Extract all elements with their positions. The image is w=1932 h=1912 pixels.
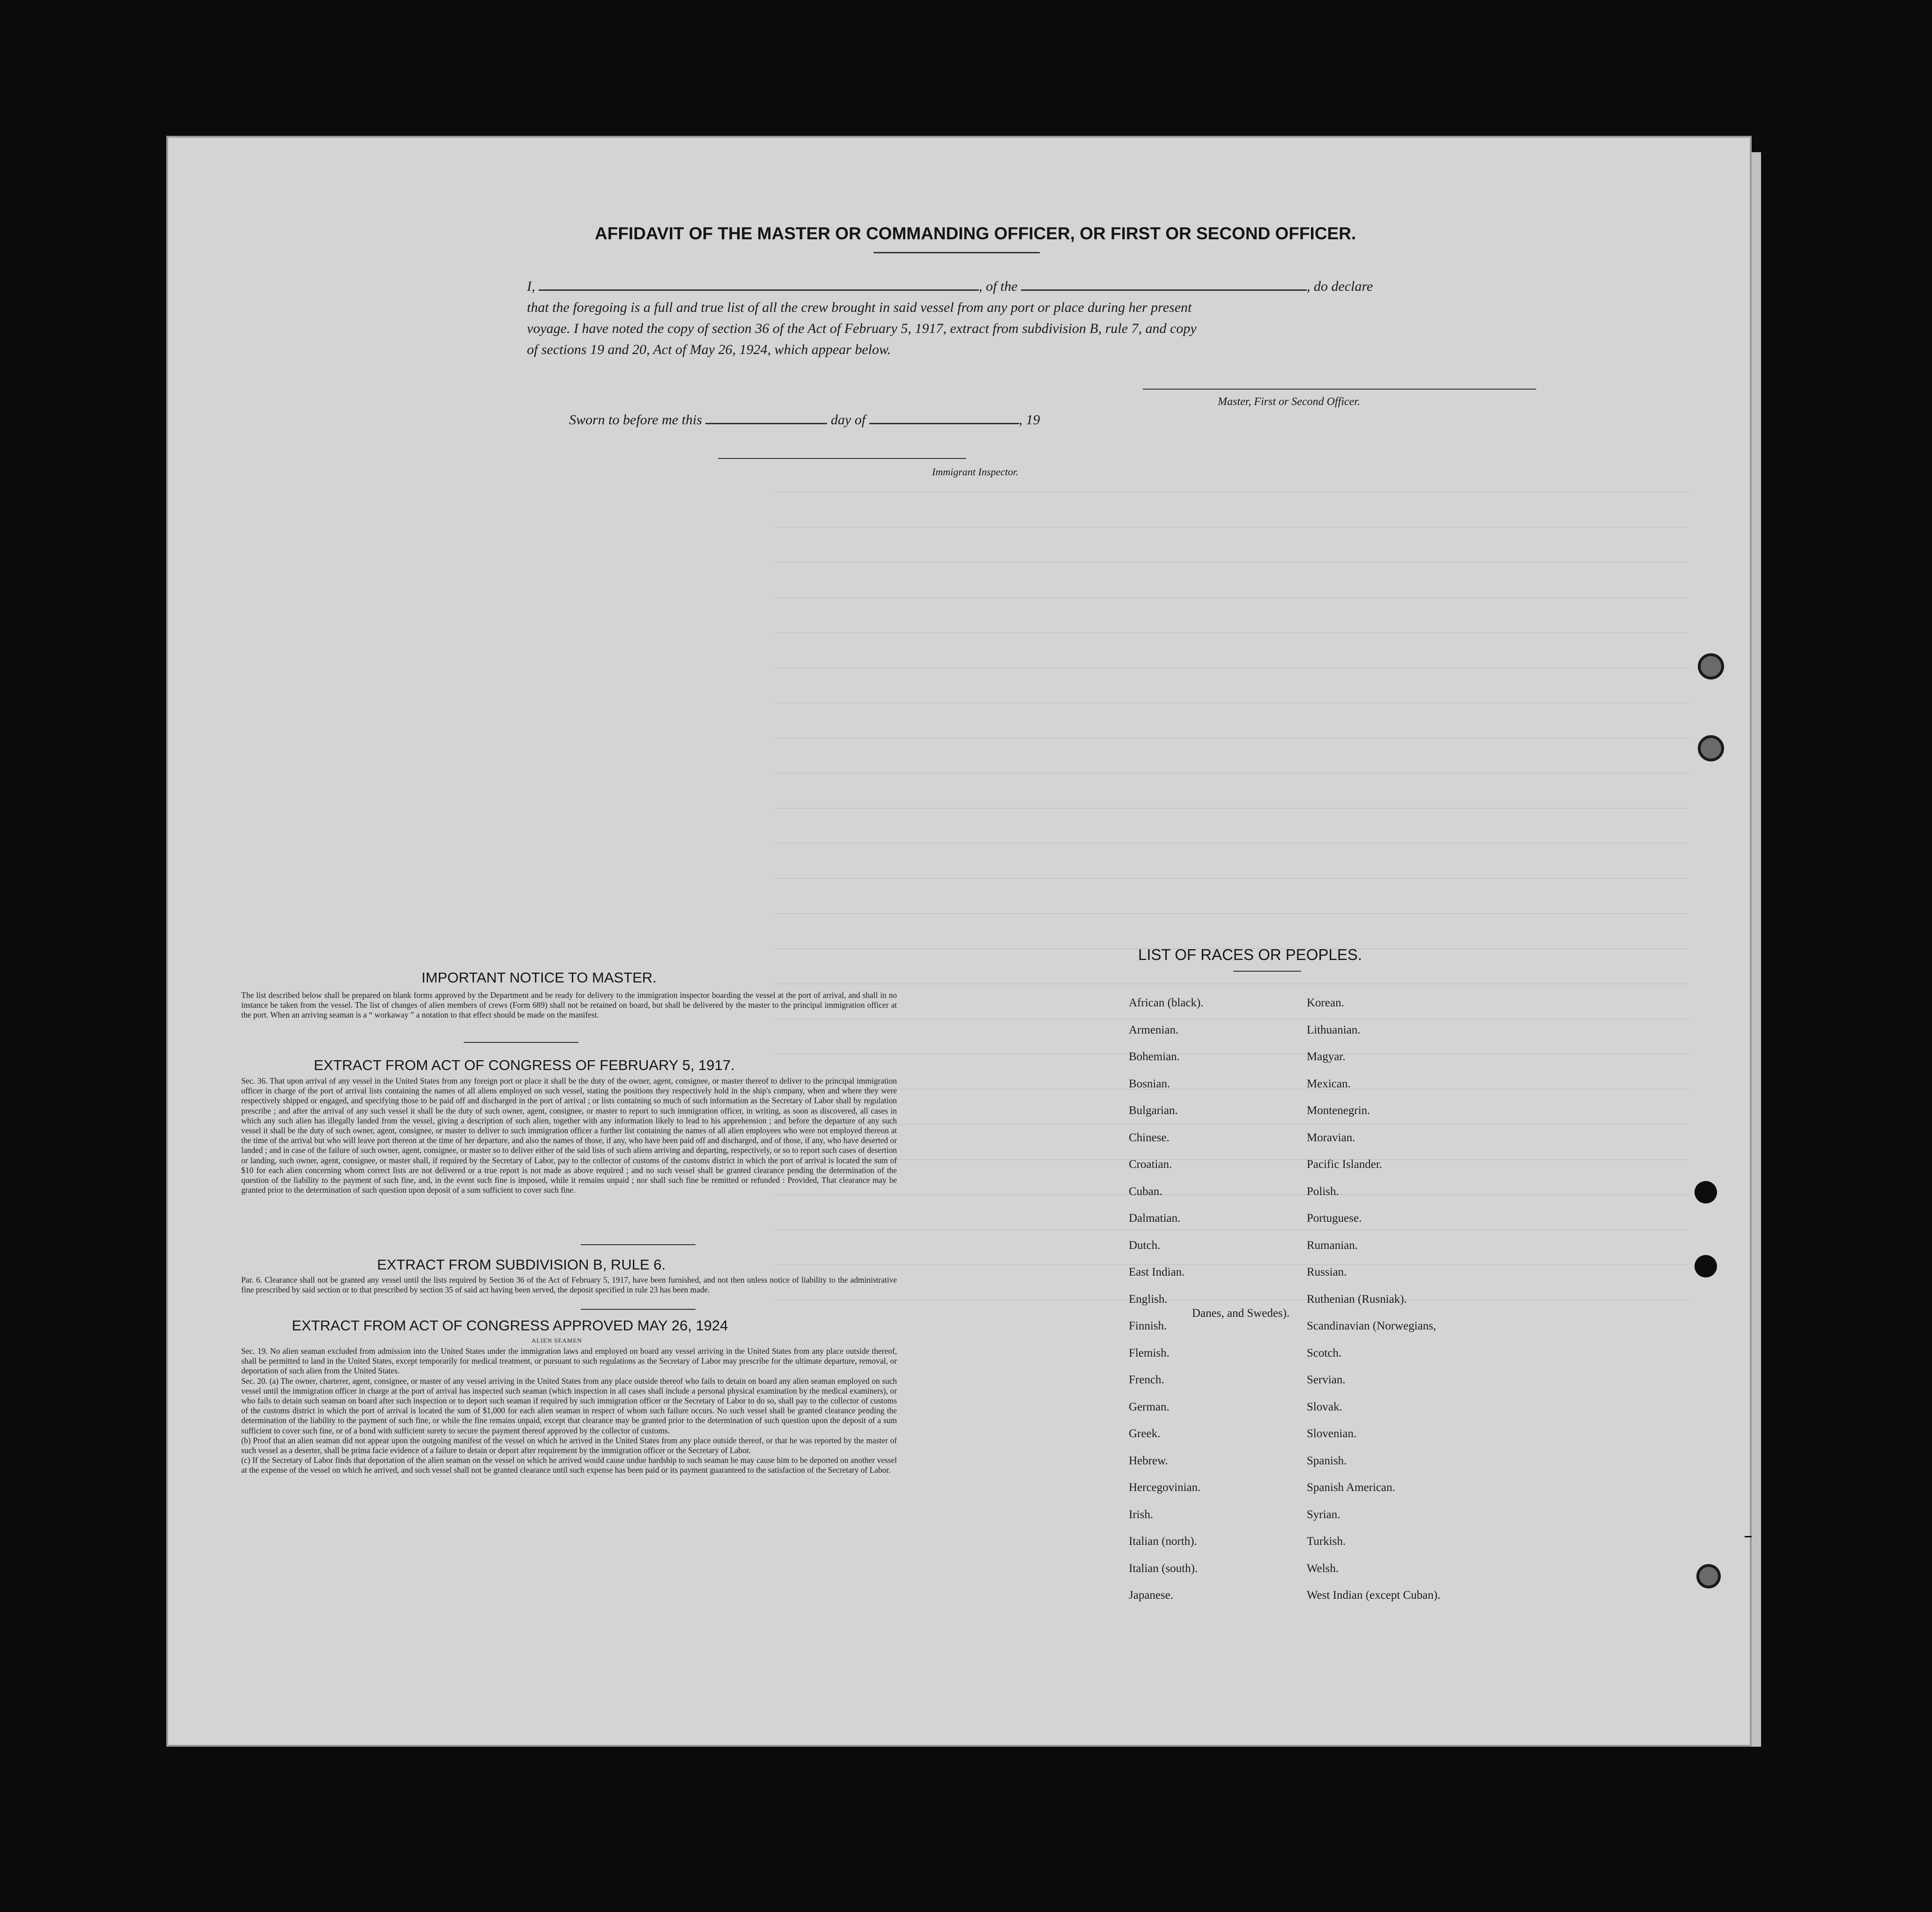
sworn-month-blank[interactable] bbox=[869, 423, 1019, 424]
race-item: Greek. bbox=[1129, 1427, 1161, 1440]
sworn-line bbox=[569, 412, 1040, 428]
show-through-row bbox=[775, 1194, 1688, 1195]
race-item: German. bbox=[1129, 1401, 1170, 1413]
race-item: English. bbox=[1129, 1293, 1168, 1306]
race-item: Slovak. bbox=[1307, 1401, 1342, 1413]
race-item: Moravian. bbox=[1307, 1131, 1355, 1144]
act-1924-heading: EXTRACT FROM ACT OF CONGRESS APPROVED MAY 26, 1924 bbox=[292, 1317, 728, 1334]
affidavit-i: I, bbox=[527, 279, 535, 294]
name-blank[interactable] bbox=[539, 289, 979, 291]
race-item: Dutch. bbox=[1129, 1239, 1161, 1252]
show-through-row bbox=[775, 1089, 1688, 1090]
notice-body: The list described below shall be prepared on blank forms approved by the Department and be ready for delivery to the immigration inspector boarding the vessel at the port of arrival, and shall in no instance be taken from the vessel. The list of changes of alien members of crews (Form 689) shall not be retained on board, but shall be delivered by the master to the principal immigration officer at the port. When an arriving seaman is a “ workaway ” a notation to that effect should be made on the manifest. bbox=[241, 990, 897, 1020]
affidavit-declare: , do declare bbox=[1307, 279, 1373, 294]
divider bbox=[581, 1309, 696, 1310]
affidavit-line-2: that the foregoing is a full and true list of all the crew brought in said vessel from any port or place during her present bbox=[527, 300, 1192, 315]
race-item: Spanish. bbox=[1307, 1454, 1347, 1467]
race-item: Bosnian. bbox=[1129, 1078, 1170, 1090]
divider bbox=[873, 252, 1040, 253]
show-through-row bbox=[775, 667, 1688, 668]
race-item: Croatian. bbox=[1129, 1158, 1172, 1171]
race-item: Mexican. bbox=[1307, 1078, 1351, 1090]
show-through-row bbox=[775, 773, 1688, 774]
race-item: Scotch. bbox=[1307, 1347, 1342, 1359]
show-through-row bbox=[775, 1229, 1688, 1230]
sworn-day-of: day of bbox=[830, 412, 866, 428]
race-item: Montenegrin. bbox=[1307, 1104, 1370, 1117]
affidavit-line-3: voyage. I have noted the copy of section 36 of the Act of February 5, 1917, extract from subdivision B, rule 7, and copy bbox=[527, 321, 1197, 336]
race-item: Slovenian. bbox=[1307, 1427, 1357, 1440]
race-item: African (black). bbox=[1129, 997, 1204, 1009]
affidavit-of-the: , of the bbox=[979, 279, 1018, 294]
divider bbox=[581, 1244, 696, 1245]
race-item: Finnish. bbox=[1129, 1320, 1167, 1332]
sworn-year: , 19 bbox=[1019, 412, 1040, 428]
sworn-prefix: Sworn to before me this bbox=[569, 412, 702, 428]
race-item: East Indian. bbox=[1129, 1266, 1185, 1278]
show-through-row bbox=[775, 1299, 1688, 1300]
show-through-row bbox=[775, 562, 1688, 563]
rule-6-body: Par. 6. Clearance shall not be granted any vessel until the lists required by Section 36 of the Act of February 5, 1917, have been furnished, and not then unless notice of liability to the administrative fine prescribed by said section or to that prescribed by section 35 of said act having been served, the deposit specified in rule 23 has been made. bbox=[241, 1275, 897, 1295]
show-through-row bbox=[775, 1159, 1688, 1160]
show-through-row bbox=[775, 983, 1688, 984]
sworn-date-blank[interactable] bbox=[705, 423, 827, 424]
race-item: Hercegovinian. bbox=[1129, 1481, 1201, 1494]
race-item: Bulgarian. bbox=[1129, 1104, 1178, 1117]
show-through-row bbox=[775, 702, 1688, 703]
sec-19: Sec. 19. No alien seaman excluded from admission into the United States under the immigration laws and employed on board any vessel arriving in the United States from any place outside thereof, shall be permitted to land in the United States, except temporarily for medical treatment, or pursuant to such regulations as the Secretary of Labor may prescribe for the ultimate departure, removal, or deportation of such alien from the United States. bbox=[241, 1346, 897, 1376]
affidavit-line-1 bbox=[527, 279, 1373, 295]
show-through-row bbox=[775, 492, 1688, 493]
race-item: Japanese. bbox=[1129, 1589, 1174, 1602]
divider bbox=[464, 1042, 578, 1043]
alien-seamen-subheading: ALIEN SEAMEN bbox=[532, 1337, 582, 1344]
race-item: Ruthenian (Rusniak). bbox=[1307, 1293, 1407, 1306]
race-item: Cuban. bbox=[1129, 1185, 1162, 1198]
race-item: Pacific Islander. bbox=[1307, 1158, 1383, 1171]
punch-hole bbox=[1696, 1564, 1721, 1588]
sec-20b: (b) Proof that an alien seaman did not appear upon the outgoing manifest of the vessel on which he arrived in the United States from any place outside thereof, or that he was reported by the master of such vessel as a deserter, shall be prima facie evidence of a failure to detain or deport after requirement by the immigration officer or the Secretary of Labor. bbox=[241, 1435, 897, 1455]
race-item: Servian. bbox=[1307, 1373, 1346, 1386]
inspector-caption: Immigrant Inspector. bbox=[932, 466, 1019, 478]
act-1917-body: Sec. 36. That upon arrival of any vessel in the United States from any foreign port or place it shall be the duty of the owner, agent, consignee, or master thereof to deliver to the principal immigration officer in charge of the port of arrival lists containing the names of all aliens employed on such vessel, stating the positions they respectively hold in the ship's company, when and where they were respectively shipped or engaged, and specifying those to be paid off and discharged in the port of arrival ; or lists containing so much of such information as the Secretary of Labor shall by regulation prescribe ; and after the arrival of any such vessel it shall be the duty of such owner, agent, consignee, or master to report to such immigration officer, in writing, as soon as discovered, all cases in which any such alien has illegally landed from the vessel, giving a description of such alien, together with any information likely to lead to his apprehension ; and before the departure of any such vessel it shall be the duty of such owner, agent, consignee, or master to deliver to such immigration officer a further list containing the names of all alien employees who were not employed thereon at the time of the arrival but who will leave port thereon at the time of her departure, and also the names of those, if any, who have been paid off and discharged, and of those, if any, who have deserted or landed ; and in case of the failure of such owner, agent, consignee, or master so to deliver either of the said lists of such aliens arriving and departing, respectively, or so to report such cases of desertion or landing, such owner, agent, consignee, or master shall, if required by the Secretary of Labor, pay to the collector of customs of the customs district in which the port of arrival is located the sum of $10 for each alien concerning whom correct lists are not delivered or a true report is not made as above required ; and no such vessel shall be granted clearance pending the determination of the question of the liability to the payment of such fine, and, in the event such fine is imposed, while it remains unpaid ; nor shall such fine be remitted or refunded : Provided, That clearance may be granted prior to the determination of such question upon deposit of a sum sufficient to cover such fine. bbox=[241, 1076, 897, 1195]
notice-heading: IMPORTANT NOTICE TO MASTER. bbox=[422, 969, 657, 986]
punch-hole bbox=[1698, 735, 1724, 761]
race-item: Korean. bbox=[1307, 997, 1344, 1009]
act-1917-heading: EXTRACT FROM ACT OF CONGRESS OF FEBRUARY 5, 1917. bbox=[314, 1057, 735, 1073]
race-item: Russian. bbox=[1307, 1266, 1347, 1278]
race-item: Spanish American. bbox=[1307, 1481, 1395, 1494]
race-item: Dalmatian. bbox=[1129, 1212, 1181, 1225]
punch-hole bbox=[1698, 653, 1724, 679]
show-through-row bbox=[775, 527, 1688, 528]
race-item: Polish. bbox=[1307, 1185, 1339, 1198]
race-item: Bohemian. bbox=[1129, 1050, 1180, 1063]
race-item: Lithuanian. bbox=[1307, 1024, 1361, 1036]
signature-line[interactable] bbox=[1143, 389, 1536, 390]
race-item: Italian (north). bbox=[1129, 1535, 1197, 1548]
inspector-signature-line[interactable] bbox=[718, 458, 966, 459]
show-through-row bbox=[775, 878, 1688, 879]
document-page bbox=[166, 136, 1752, 1747]
show-through-row bbox=[775, 808, 1688, 809]
race-item: Portuguese. bbox=[1307, 1212, 1362, 1225]
signature-caption: Master, First or Second Officer. bbox=[1218, 396, 1360, 408]
race-item: Syrian. bbox=[1307, 1508, 1340, 1521]
race-item: Scandinavian (Norwegians, bbox=[1307, 1320, 1436, 1332]
race-item: Rumanian. bbox=[1307, 1239, 1358, 1252]
act-1924-body bbox=[241, 1346, 897, 1476]
race-item: Welsh. bbox=[1307, 1562, 1339, 1575]
race-item: Armenian. bbox=[1129, 1024, 1179, 1036]
show-through-row bbox=[775, 597, 1688, 598]
race-item: Turkish. bbox=[1307, 1535, 1346, 1548]
race-item: French. bbox=[1129, 1373, 1164, 1386]
race-item: West Indian (except Cuban). bbox=[1307, 1589, 1441, 1602]
punch-hole bbox=[1695, 1255, 1717, 1277]
race-item: Magyar. bbox=[1307, 1050, 1346, 1063]
show-through-row bbox=[775, 1124, 1688, 1125]
affidavit-line-4: of sections 19 and 20, Act of May 26, 1924, which appear below. bbox=[527, 342, 891, 357]
sec-20a: Sec. 20. (a) The owner, charterer, agent, consignee, or master of any vessel arriving in the United States from any place outside thereof who fails to detain on board any alien seaman employed on such vessel until the immigration officer in charge at the port of arrival has inspected such seaman (which inspection in all cases shall include a personal physical examination by the medical examiners), or who fails to detain such seaman on board after such inspection or to deport such seaman if required by such immigration officer or the Secretary of Labor to do so, shall pay to the collector of customs of the customs district in which the port of arrival is located the sum of $1,000 for each alien seaman in respect of whom such failure occurs. No such vessel shall be granted clearance pending the determination of the liability to the payment of such fine, or while the fine remains unpaid, except that clearance may be granted prior to the determination of such question upon the deposit of a sum sufficient to cover such fine, or of a bond with sufficient surety to secure the payment thereof approved by the collector of customs. bbox=[241, 1376, 897, 1435]
show-through-row bbox=[775, 843, 1688, 844]
affidavit-title: AFFIDAVIT OF THE MASTER OR COMMANDING OFFICER, OR FIRST OR SECOND OFFICER. bbox=[595, 224, 1356, 243]
show-through-row bbox=[775, 1054, 1688, 1055]
edge-mark bbox=[1745, 1536, 1752, 1537]
sec-20c: (c) If the Secretary of Labor finds that deportation of the alien seaman on the vessel on which he arrived would cause undue hardship to such seaman he may cause him to be deported on another vessel at the expense of the vessel on which he arrived, and such vessel shall not be granted clearance until such expense has been paid or its payment guaranteed to the satisfaction of the Secretary of Labor. bbox=[241, 1455, 897, 1475]
show-through-row bbox=[775, 913, 1688, 914]
rule-6-heading: EXTRACT FROM SUBDIVISION B, RULE 6. bbox=[377, 1256, 666, 1273]
race-item: Chinese. bbox=[1129, 1131, 1170, 1144]
divider bbox=[1233, 971, 1301, 972]
race-item: Irish. bbox=[1129, 1508, 1154, 1521]
races-heading: LIST OF RACES OR PEOPLES. bbox=[1138, 946, 1362, 963]
race-item: Flemish. bbox=[1129, 1347, 1170, 1359]
race-item: Danes, and Swedes). bbox=[1192, 1307, 1290, 1320]
vessel-blank[interactable] bbox=[1021, 289, 1307, 291]
show-through-row bbox=[775, 632, 1688, 633]
show-through-row bbox=[775, 1264, 1688, 1265]
punch-hole bbox=[1695, 1181, 1717, 1203]
race-item: Hebrew. bbox=[1129, 1454, 1168, 1467]
race-item: Italian (south). bbox=[1129, 1562, 1198, 1575]
